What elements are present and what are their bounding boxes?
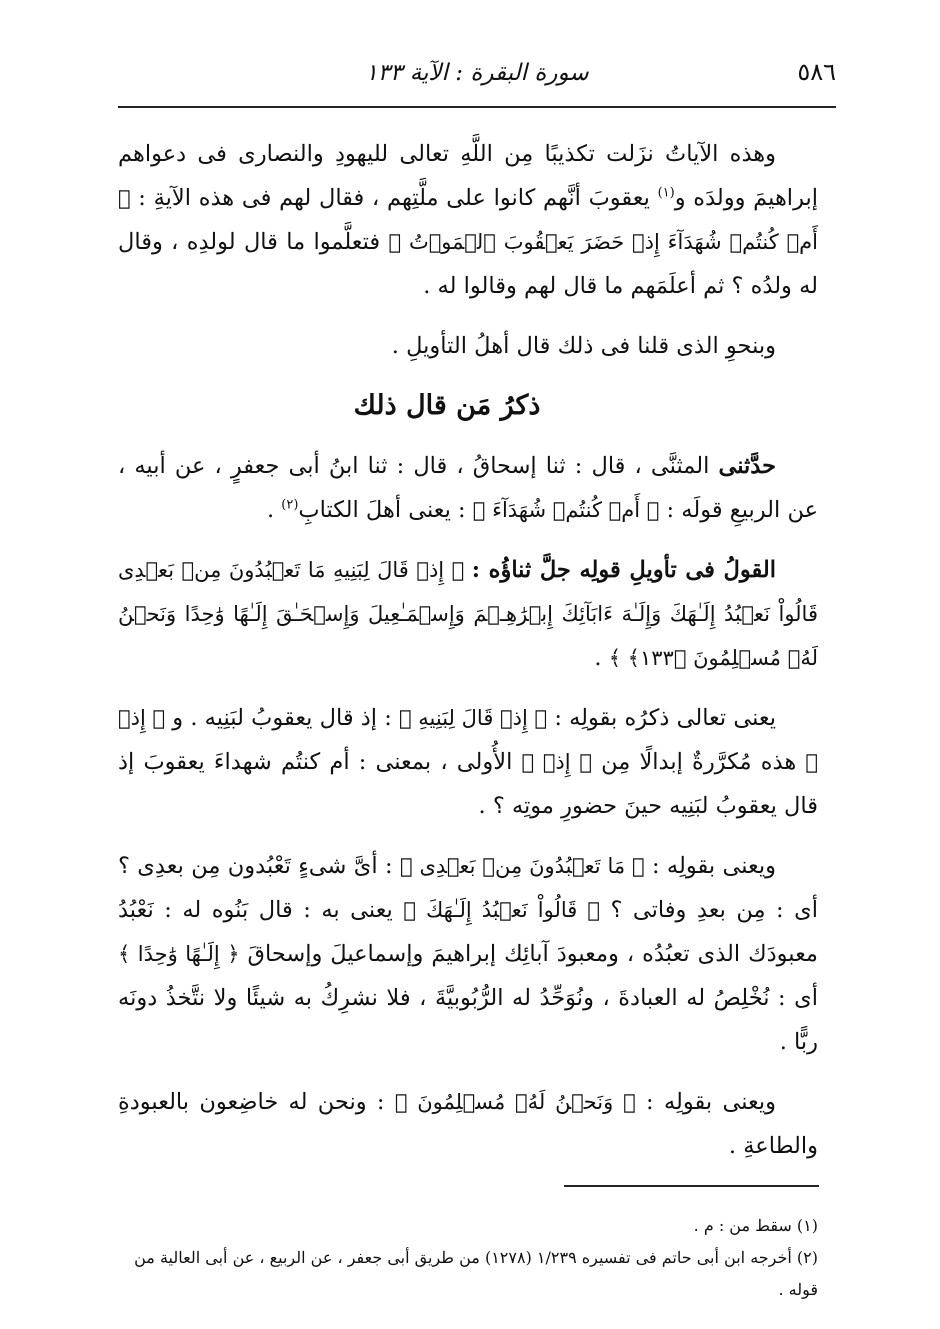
paragraph: ويعنى بقولِه : ﴿ وَنَحۡنُ لَهُۥ مُسۡلِمُونَ ﴾ : ونحن له خاضِعون بالعبودةِ والطاعةِ . (118, 1089, 818, 1159)
footnote: (٢) أخرجه ابن أبى حاتم فى تفسيره ١/٢٣٩ (١٢٧٨) من طريق أبى جعفر ، عن الربيع ، عن أبى العالية من قوله . (134, 1248, 818, 1299)
footnote-ref: (١) (657, 185, 675, 201)
paragraph: يعنى تعالى ذكرُه بقولِه : ﴿ إِذۡ قَالَ لِبَنِيهِ ﴾ : إذ قال يعقوبُ لبَنِيه . و ﴿ إِذۡ ﴾ هذه مُكرَّرةٌ إبدالًا مِن ﴿ إِذۡ ﴾ الأُولى ، بمعنى : أم كنتُم شهداءَ يعقوبَ إذ قال يعقوبُ لبَنِيه حينَ حضورِ موتِه ؟ . (118, 705, 819, 819)
footnotes (118, 1210, 818, 1306)
footnote-divider (564, 1185, 819, 1187)
page-header (118, 56, 836, 108)
quran-quote: ﴿ إِلَـٰهًا وَٰحِدًا ﴾ (118, 942, 240, 966)
quran-quote: ﴿ إِذۡ ﴾ (521, 750, 592, 774)
paragraph: ويعنى بقولِه : ﴿ مَا تَعۡبُدُونَ مِنۢ بَعۡدِى ﴾ : أىَّ شىءٍ تَعْبُدون مِن بعدِى ؟ أى : مِن بعدِ وفاتى ؟ ﴿ قَالُواْ نَعۡبُدُ إِلَـٰهَكَ ﴾ يعنى به : قال بَنُوه له : نَعْبُدُ معبودَك الذى تعبُدُه ، ومعبودَ آبائِك إبراهيمَ وإسماعيلَ وإسحاقَ ﴿ إِلَـٰهًا وَٰحِدًا ﴾ أى : نُخْلِصُ له العبادةَ ، ونُوَحِّدُ له الرُّبُوبيَّةَ ، فلا نشرِكُ به شيئًا ولا نتَّخذُ دونَه ربًّا . (118, 853, 819, 1055)
footnote: (١) سقط من : م . (693, 1216, 818, 1235)
quran-quote: ﴿ إِذۡ ﴾ (118, 706, 819, 774)
verse-heading: القولُ فى تأويلِ قولِه جلَّ ثناؤُه : (471, 557, 776, 583)
paragraph: حدَّثنى المثنَّى ، قال : ثنا إسحاقُ ، قال : ثنا ابنُ أبى جعفرٍ ، عن أبيه ، عن الربيعِ قولَه : ﴿ أَمۡ كُنتُمۡ شُهَدَآءَ ﴾ : يعنى أهلَ الكتابِ$^{(٢)}$ . (118, 453, 818, 523)
isnad-lead: حدَّثنى (718, 453, 776, 479)
quran-quote: ﴿ مَا تَعۡبُدُونَ مِنۢ بَعۡدِى ﴾ (399, 854, 645, 878)
section-heading: ذكرُ مَن قال ذلك (353, 390, 541, 421)
quran-verse: ﴿ إِذۡ قَالَ لِبَنِيهِ مَا تَعۡبُدُونَ مِنۢ بَعۡدِى قَالُواْ نَعۡبُدُ إِلَـٰهَكَ وَإِلَـٰهَ ءَابَآئِكَ إِبۡرَٰهِـۧمَ وَإِسۡمَـٰعِيلَ وَإِسۡحَـٰقَ إِلَـٰهًا وَٰحِدًا وَنَحۡنُ لَهُۥ مُسۡلِمُونَ ﴿١٣٣﴾ ﴾ (118, 558, 818, 670)
quran-quote: ﴿ وَنَحۡنُ لَهُۥ مُسۡلِمُونَ ﴾ (394, 1090, 636, 1114)
paragraph: وهذه الآياتُ نزَلت تكذيبًا مِن اللَّهِ تعالى لليهودِ والنصارى فى دعواهم إبراهيمَ وولدَه و$^{(١)}$ يعقوبَ أنَّهم كانوا على ملَّتِهم ، فقال لهم فى هذه الآيةِ : ﴿ أَمۡ كُنتُمۡ شُهَدَآءَ إِذۡ حَضَرَ يَعۡقُوبَ ٱلۡمَوۡتُ ﴾ فتعلَّموا ما قال لولدِه ، وقال له ولدُه ؟ ثم أعلَمَهم ما قال لهم وقالوا له . (118, 141, 819, 299)
quran-quote: ﴿ أَمۡ كُنتُمۡ شُهَدَآءَ ﴾ (472, 498, 660, 522)
footnote-ref: (٢) (281, 497, 299, 513)
page-number: ٥٨٦ (797, 58, 836, 86)
running-title: سورة البقرة : الآية ١٣٣ (365, 60, 589, 86)
main-text (118, 132, 818, 1184)
paragraph: وبنحوِ الذى قلنا فى ذلك قال أهلُ التأويلِ . (391, 333, 776, 359)
quran-quote: ﴿ قَالُواْ نَعۡبُدُ إِلَـٰهَكَ ﴾ (403, 898, 600, 922)
quran-quote: ﴿ إِذۡ قَالَ لِبَنِيهِ ﴾ (398, 706, 548, 730)
paragraph: القولُ فى تأويلِ قولِه جلَّ ثناؤُه : ﴿ إِذۡ قَالَ لِبَنِيهِ مَا تَعۡبُدُونَ مِنۢ بَعۡدِى قَالُواْ نَعۡبُدُ إِلَـٰهَكَ وَإِلَـٰهَ ءَابَآئِكَ إِبۡرَٰهِـۧمَ وَإِسۡمَـٰعِيلَ وَإِسۡحَـٰقَ إِلَـٰهًا وَٰحِدًا وَنَحۡنُ لَهُۥ مُسۡلِمُونَ ﴿١٣٣﴾ ﴾ . (118, 557, 818, 671)
quran-quote: ﴿ أَمۡ كُنتُمۡ شُهَدَآءَ إِذۡ حَضَرَ يَعۡقُوبَ ٱلۡمَوۡتُ ﴾ (118, 186, 819, 254)
